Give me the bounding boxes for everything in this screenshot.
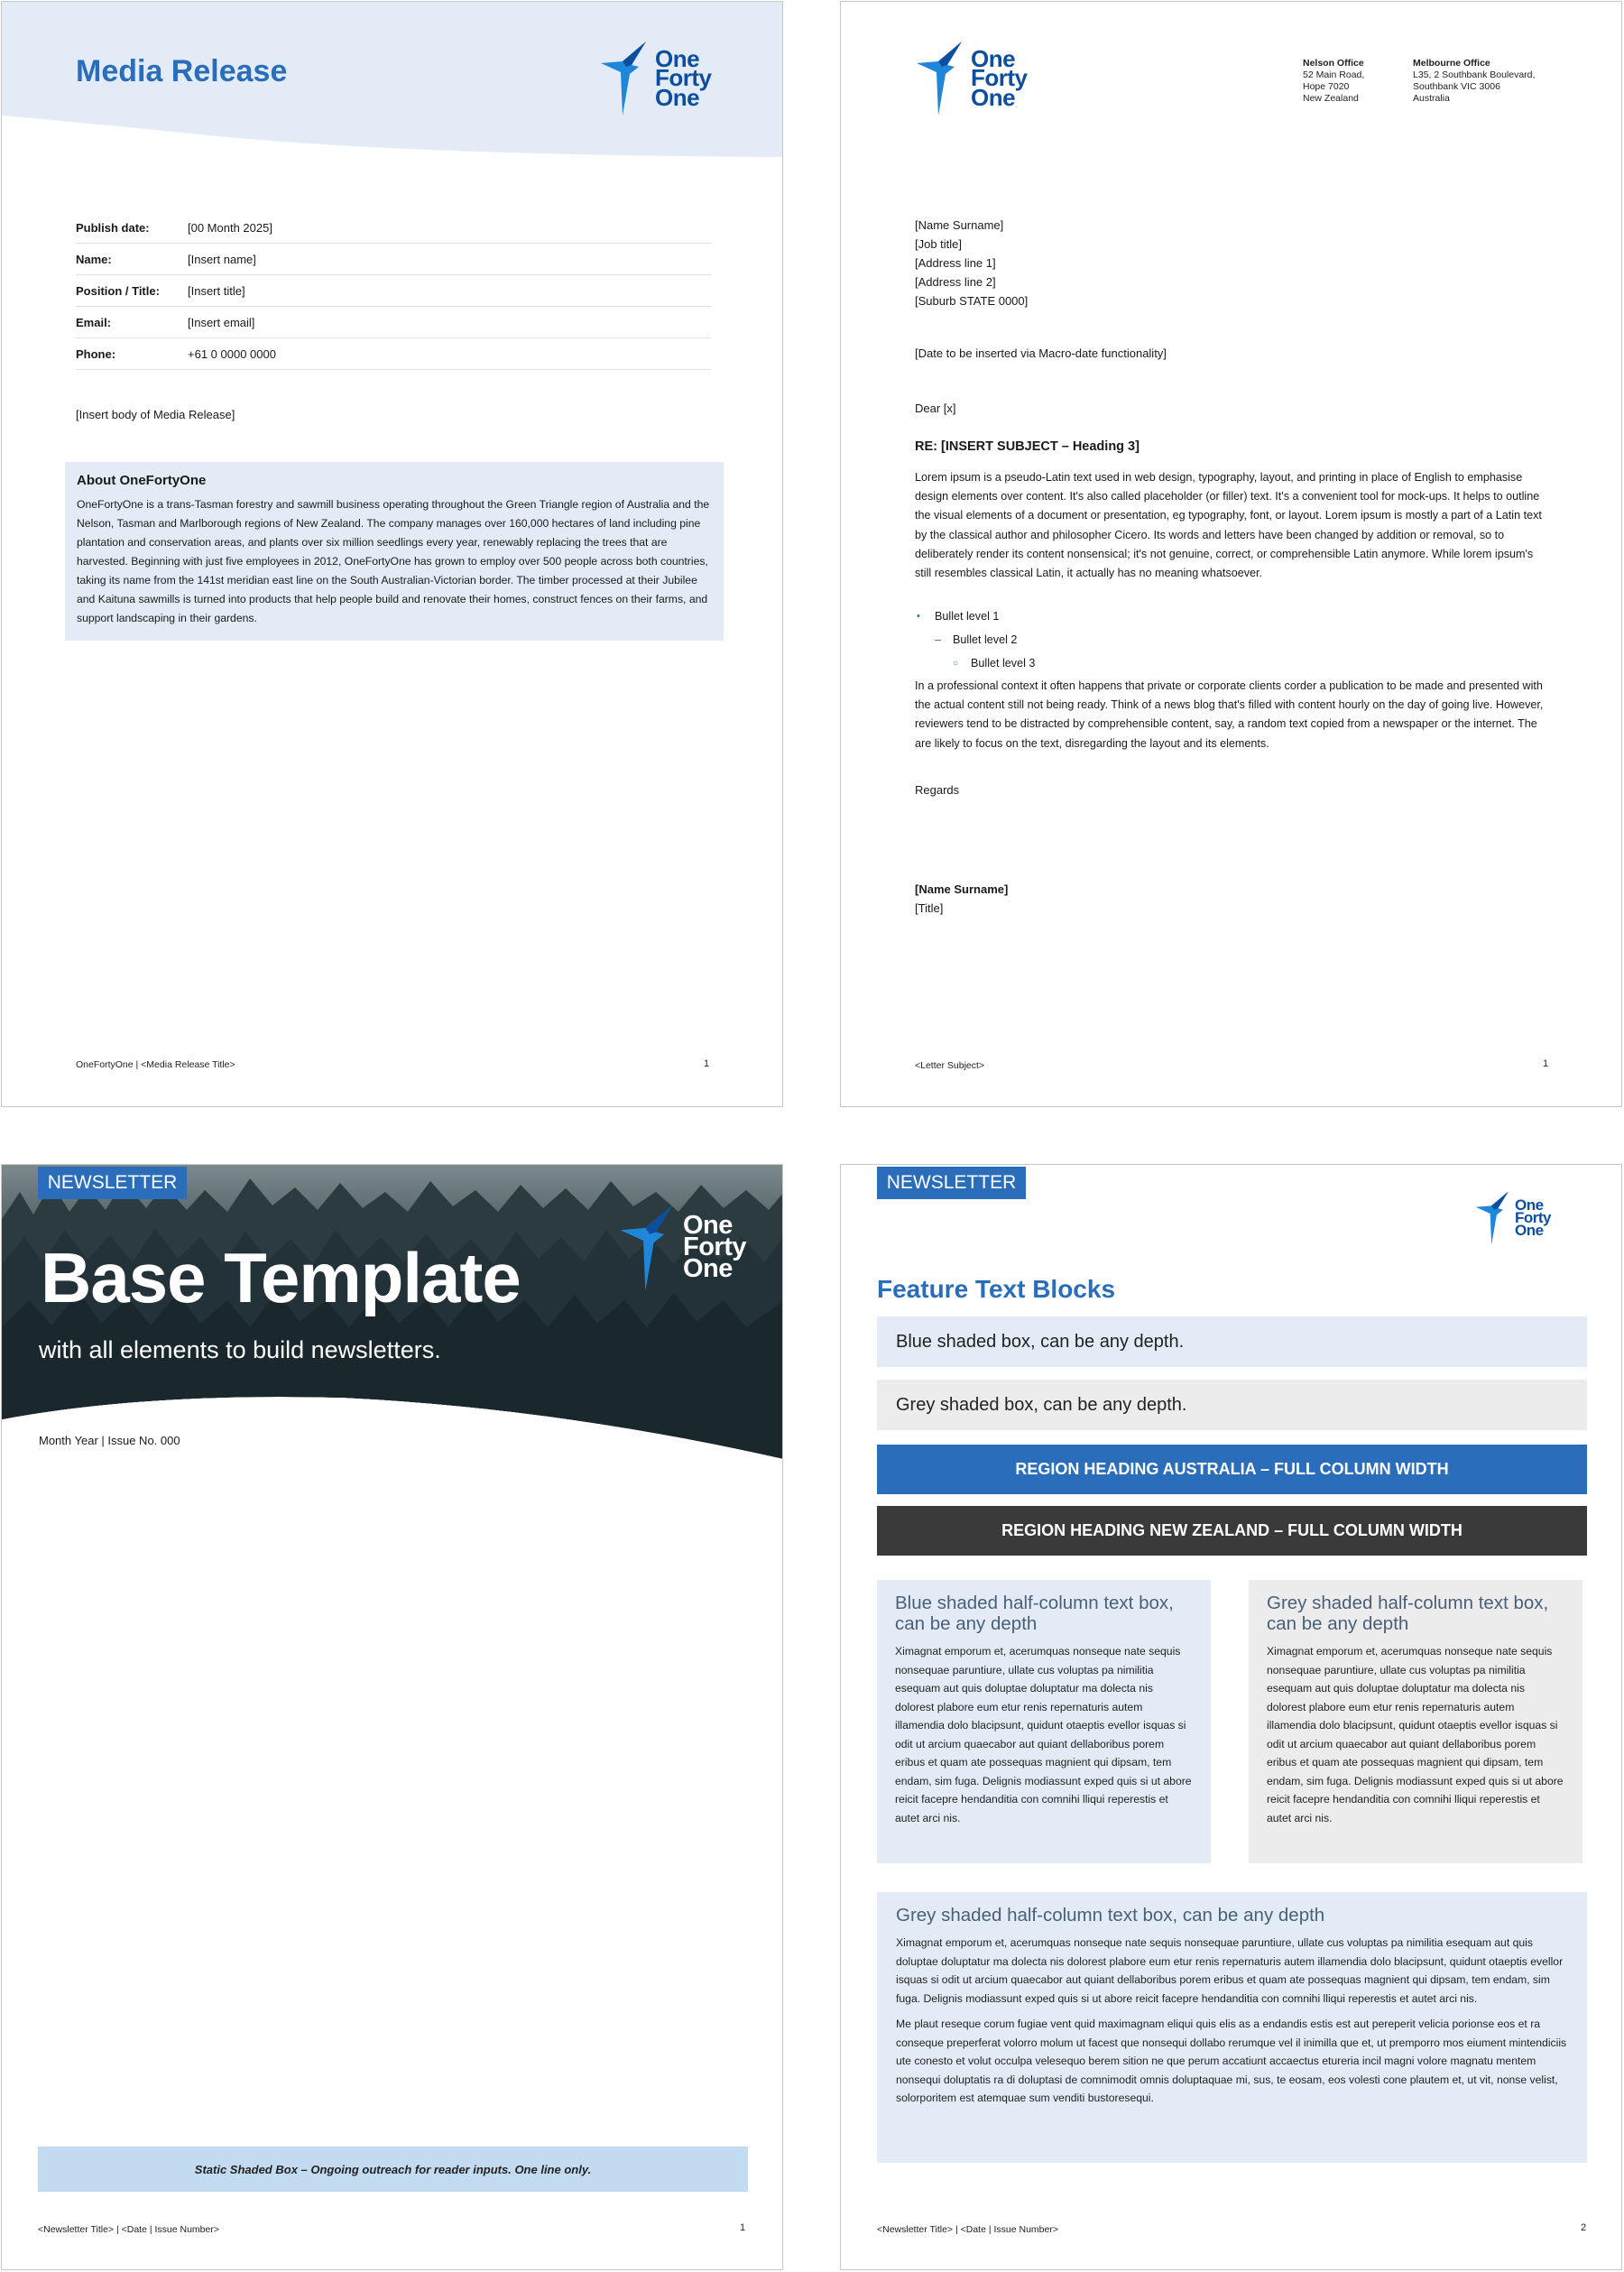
- brand-logo: [915, 40, 1028, 117]
- salutation: Dear [x]: [915, 402, 956, 415]
- logo-word-one-2: One: [971, 83, 1016, 111]
- address-line: [Suburb STATE 0000]: [915, 294, 1029, 308]
- office-title: Nelson Office: [1303, 58, 1364, 69]
- field-label: Phone:: [76, 346, 116, 361]
- signature-name: [Name Surname]: [915, 882, 1009, 896]
- region-heading-new-zealand: REGION HEADING NEW ZEALAND – FULL COLUMN WIDTH: [877, 1506, 1587, 1556]
- logo-word-one: One: [971, 45, 1016, 73]
- brand-logo: [599, 40, 712, 117]
- field-label: Name:: [76, 252, 112, 266]
- field-label: Position / Title:: [76, 283, 160, 298]
- static-shaded-box: Static Shaded Box – Ongoing outreach for reader inputs. One line only.: [38, 2147, 748, 2192]
- onefortyone-star-icon: [1474, 1190, 1514, 1246]
- page-footer: <Newsletter Title> | <Date | Issue Number>: [877, 2224, 1058, 2235]
- newsletter-subtitle: with all elements to build newsletters.: [39, 1336, 441, 1363]
- newsletter-cover-page: [1, 1164, 783, 2270]
- issue-info: Month Year | Issue No. 000: [39, 1434, 180, 1447]
- field-value: [Insert title]: [188, 283, 245, 298]
- office-line: L35, 2 Southbank Boulevard,: [1413, 69, 1536, 80]
- brand-logo: [1474, 1190, 1551, 1246]
- nelson-office-address: [1303, 58, 1364, 105]
- page-number: 1: [1543, 1058, 1549, 1069]
- address-line: [Address line 1]: [915, 256, 996, 270]
- melbourne-office-address: [1413, 58, 1535, 105]
- page-footer: <Letter Subject>: [915, 1060, 985, 1071]
- brand-logo: [618, 1203, 746, 1293]
- onefortyone-star-icon: [618, 1203, 681, 1293]
- office-line: Southbank VIC 3006: [1413, 81, 1500, 92]
- bullet-text: Bullet level 2: [953, 633, 1018, 646]
- bullet-list: [915, 605, 1035, 675]
- logo-word-forty: Forty: [1515, 1209, 1551, 1227]
- full-width-shaded-box: [877, 1892, 1587, 2163]
- office-line: Hope 7020: [1303, 81, 1350, 92]
- address-line: [Address line 2]: [915, 275, 996, 289]
- box-text: Ximagnat emporum et, acerumquas nonseque nate sequis nonsequae paruntiure, ullate cus voluptas pa nimilitia esequam aut quis doluptae doluptatur ma dolecta nis dolorest plabore eum etur renis repernaturis autem illamendia dolo blacipsunt, quidunt otaeptis evellor isquas si odit ut arcium quaecabor aut quiant dellaboribus porem eribus et quam ate possequas magnient qui dipsam, tem endam, sim fuga. Delignis modiassunt exped quis si ut abore reicit facepre hendanditia con comnihi lliqui reperestis et autet arci nis.: [896, 1936, 1564, 2005]
- table-row: [76, 307, 711, 338]
- address-line: [Name Surname]: [915, 218, 1004, 232]
- field-value: [Insert name]: [188, 252, 256, 266]
- list-item: [915, 605, 1035, 628]
- letter-paragraph: Lorem ipsum is a pseudo-Latin text used in web design, typography, layout, and printing in place of English to emphasise design elements over content. It's also called placeholder (or filler) text. It's a convenient tool for mock-ups. It helps to outline the visual elements of a document or presentation, eg typography, font, or layout. Lorem ipsum is mostly a part of a Latin text by the classical author and philosopher Cicero. Its words and letters have been changed by addition or removal, so to deliberately render its content nonsensical; it's not genuine, correct, or comprehensible Latin anymore. While lorem ipsum's still resembles classical Latin, it actually has no meaning whatsoever.: [915, 471, 1542, 580]
- page-footer: <Newsletter Title> | <Date | Issue Number>: [38, 2224, 219, 2235]
- logo-word-one-2: One: [683, 1253, 733, 1283]
- newsletter-tag: NEWSLETTER: [38, 1167, 187, 1199]
- box-heading: Blue shaded half-column text box, can be any depth: [895, 1593, 1174, 1634]
- box-text: Ximagnat emporum et, acerumquas nonseque nate sequis nonsequae paruntiure, ullate cus voluptas pa nimilitia esequam aut quis doluptae doluptatur ma dolecta nis dolorest plabore eum etur renis repernaturis autem illamendia dolo blacipsunt, quidunt otaeptis evellor isquas si odit ut arcium quaecabor aut quiant dellaboribus porem eribus et quam ate possequas magnient qui dipsam, tem endam, sim fuga. Delignis modiassunt exped quis si ut abore reicit facepre hendanditia con comnihi lliqui reperestis et autet arci nis.: [895, 1645, 1192, 1824]
- newsletter-title: Base Template: [41, 1238, 521, 1317]
- body-placeholder: [Insert body of Media Release]: [76, 408, 235, 421]
- table-row: [76, 338, 711, 370]
- list-item: [915, 628, 1035, 651]
- recipient-address: [915, 216, 1028, 310]
- bullet-text: Bullet level 3: [971, 657, 1036, 670]
- bullet-circle-icon: ○: [953, 658, 959, 669]
- region-heading-australia: REGION HEADING AUSTRALIA – FULL COLUMN WIDTH: [877, 1445, 1587, 1494]
- office-line: 52 Main Road,: [1303, 69, 1365, 80]
- logo-word-one: One: [1515, 1196, 1544, 1215]
- office-line: New Zealand: [1303, 93, 1359, 104]
- logo-word-one: One: [655, 45, 700, 73]
- about-heading: About OneFortyOne: [77, 473, 207, 488]
- onefortyone-star-icon: [599, 40, 653, 117]
- about-box: [65, 462, 724, 641]
- page-title: Media Release: [76, 54, 288, 88]
- field-label: Publish date:: [76, 220, 150, 235]
- table-row: [76, 275, 711, 307]
- letter-page: [840, 1, 1622, 1107]
- office-title: Melbourne Office: [1413, 58, 1490, 69]
- letter-subject: RE: [INSERT SUBJECT – Heading 3]: [915, 439, 1140, 454]
- logo-word-forty: Forty: [971, 64, 1028, 92]
- office-line: Australia: [1413, 93, 1450, 104]
- sign-off: Regards: [915, 783, 960, 797]
- logo-word-forty: Forty: [683, 1233, 746, 1262]
- bullet-dash-icon: –: [935, 633, 942, 646]
- letter-paragraph: In a professional context it often happens that private or corporate clients corder a publication to be made and presented with the actual content still not being ready. Think of a news blog that's filled with content hourly on the day of going live. However, reviewers tend to be distracted by comprehensible content, say, a random text copied from a newspaper or the internet. The are likely to focus on the text, disregarding the layout and its elements.: [915, 679, 1544, 750]
- field-value: +61 0 0000 0000: [188, 346, 276, 361]
- page-number: 1: [740, 2222, 746, 2233]
- bullet-text: Bullet level 1: [935, 610, 1000, 623]
- signature-title: [Title]: [915, 901, 944, 915]
- address-line: [Job title]: [915, 237, 963, 251]
- logo-word-forty: Forty: [655, 64, 712, 92]
- list-item: [915, 651, 1035, 675]
- page-number: 1: [704, 1058, 710, 1069]
- table-row: [76, 244, 711, 275]
- box-text: Ximagnat emporum et, acerumquas nonseque nate sequis nonsequae paruntiure, ullate cus voluptas pa nimilitia esequam aut quis doluptae doluptatur ma dolecta nis dolorest plabore eum etur renis repernaturis autem illamendia dolo blacipsunt, quidunt otaeptis evellor isquas si odit ut arcium quaecabor aut quiant dellaboribus porem eribus et quam ate possequas magnient qui dipsam, tem endam, sim fuga. Delignis modiassunt exped quis si ut abore reicit facepre hendanditia con comnihi lliqui reperestis et autet arci nis.: [1267, 1645, 1564, 1824]
- page-number: 2: [1581, 2222, 1587, 2233]
- newsletter-tag: NEWSLETTER: [877, 1167, 1026, 1199]
- field-value: [Insert email]: [188, 315, 255, 329]
- logo-word-one-2: One: [655, 83, 700, 111]
- box-text: Me plaut reseque corum fugiae vent quid maximagnam eliqui quis elis as a endandis estis est aut pereperit velicia porionse eos et ra conseque preperferat volorro molum ut facest que nonsequi dollabo rerumque vel il inimilla que et, ut premporro mos eiument mintendiciis ute conesto et volut occulpa velesequo berem sition ne que perum accatiunt accaectus etureria incil magni volore magnatu mentem nonsequi doluptatis ra di doluptasi de comnimodit omnis doluptaquae mi, sus, te eosam, eos volesti cone plautem et, ut vit, nonse velist, solorporitem est atemquae sum venditi bustoresequi.: [896, 2018, 1567, 2104]
- table-row: [76, 212, 711, 244]
- grey-half-column-box: [1249, 1580, 1582, 1863]
- newsletter-features-page: [840, 1164, 1622, 2270]
- media-release-page: [1, 1, 783, 1107]
- blue-shaded-box: Blue shaded box, can be any depth.: [877, 1316, 1587, 1367]
- field-value: [00 Month 2025]: [188, 220, 272, 235]
- contact-details-table: [76, 212, 711, 370]
- blue-half-column-box: [877, 1580, 1211, 1863]
- field-label: Email:: [76, 315, 112, 329]
- onefortyone-star-icon: [915, 40, 969, 117]
- about-text: OneFortyOne is a trans-Tasman forestry and sawmill business operating throughout the Green Triangle region of Australia and the Nelson, Tasman and Marlborough regions of New Zealand. The company manages over 160,000 hectares of land including pine plantation and conservation areas, and plants over six million seedlings every year, renewably replacing the trees that are harvested. Beginning with just five employees in 2012, OneFortyOne has grown to employ over 500 people across both countries, taking its name from the 141st meridian east line on the South Australian-Victorian border. The timber processed at their Jubilee and Kaituna sawmills is turned into products that help people build and renovate their homes, construct fences on their farms, and support landscaping in their gardens.: [77, 498, 710, 624]
- box-heading: Grey shaded half-column text box, can be any depth: [1267, 1593, 1549, 1634]
- box-heading: Grey shaded half-column text box, can be any depth: [896, 1905, 1325, 1926]
- logo-word-one: One: [683, 1211, 733, 1241]
- page-footer: OneFortyOne | <Media Release Title>: [76, 1059, 235, 1070]
- logo-word-one-2: One: [1515, 1221, 1544, 1239]
- letter-date: [Date to be inserted via Macro-date functionality]: [915, 346, 1167, 360]
- section-title: Feature Text Blocks: [877, 1275, 1116, 1303]
- grey-shaded-box: Grey shaded box, can be any depth.: [877, 1380, 1587, 1430]
- bullet-dot-icon: •: [917, 611, 920, 622]
